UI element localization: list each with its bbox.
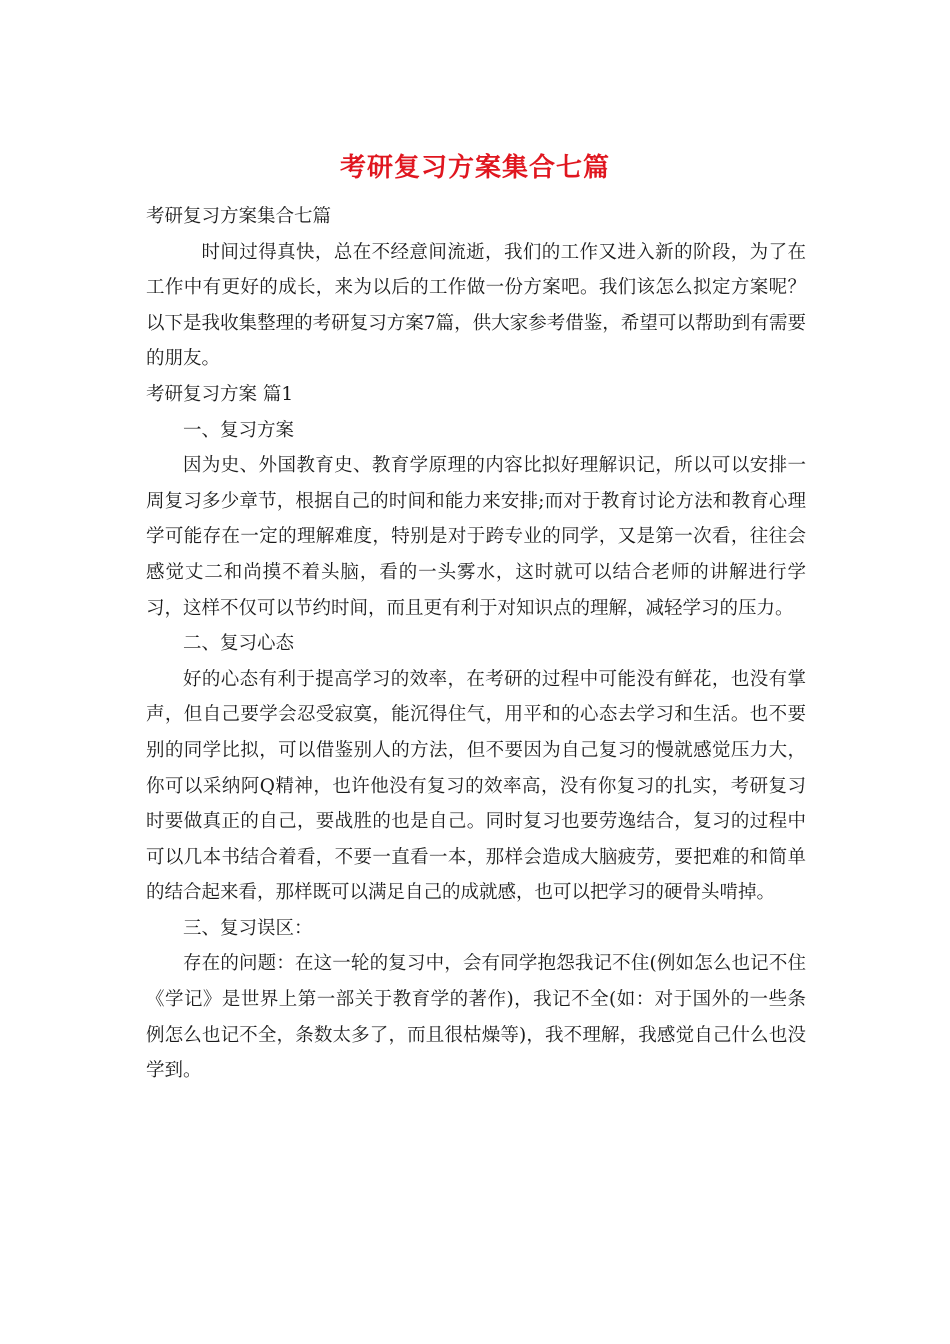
section-body-mistakes: 存在的问题：在这一轮的复习中，会有同学抱怨我记不住(例如怎么也记不住《学记》是世界上第一部关于教育学的著作)，我记不全(如：对于国外的一些条例怎么也记不全，条数太多了，而且很枯燥等)，我不理解，我感觉自己什么也没学到。 xyxy=(146,953,806,1082)
section-heading-mindset: 二、复习心态 xyxy=(183,633,295,655)
section-body-mindset: 好的心态有利于提高学习的效率，在考研的过程中可能没有鲜花，也没有掌声，但自己要学会忍受寂寞，能沉得住气，用平和的心态去学习和生活。也不要别的同学比拟，可以借鉴别人的方法，但不要因为自己复习的慢就感觉压力大，你可以采纳阿Q精神，也许他没有复习的效率高，没有你复习的扎实，考研复习时要做真正的自己，要战胜的也是自己。同时复习也要劳逸结合，复习的过程中可以几本书结合着看，不要一直看一本，那样会造成大脑疲劳，要把难的和简单的结合起来看，那样既可以满足自己的成就感，也可以把学习的硬骨头啃掉。 xyxy=(146,668,806,904)
document-title: 考研复习方案集合七篇 xyxy=(339,153,610,183)
section-body-plan: 因为史、外国教育史、教育学原理的内容比拟好理解识记，所以可以安排一周复习多少章节，根据自己的时间和能力来安排;而对于教育讨论方法和教育心理学可能存在一定的理解难度，特别是对于跨专业的同学，又是第一次看，往往会感觉丈二和尚摸不着头脑，看的一头雾水，这时就可以结合老师的讲解进行学习，这样不仅可以节约时间，而且更有利于对知识点的理解，减轻学习的压力。 xyxy=(146,455,806,619)
section-heading-mistakes: 三、复习误区： xyxy=(183,917,313,939)
document-subtitle: 考研复习方案集合七篇 xyxy=(146,206,332,227)
document-body xyxy=(146,199,806,1089)
intro-paragraph: 时间过得真快，总在不经意间流逝，我们的工作又进入新的阶段，为了在工作中有更好的成长，来为以后的工作做一份方案吧。我们该怎么拟定方案呢？以下是我收集整理的考研复习方案7篇，供大家参考借鉴，希望可以帮助到有需要的朋友。 xyxy=(146,241,806,370)
section-heading-plan: 一、复习方案 xyxy=(183,419,295,441)
article-heading: 考研复习方案 篇1 xyxy=(146,383,294,405)
